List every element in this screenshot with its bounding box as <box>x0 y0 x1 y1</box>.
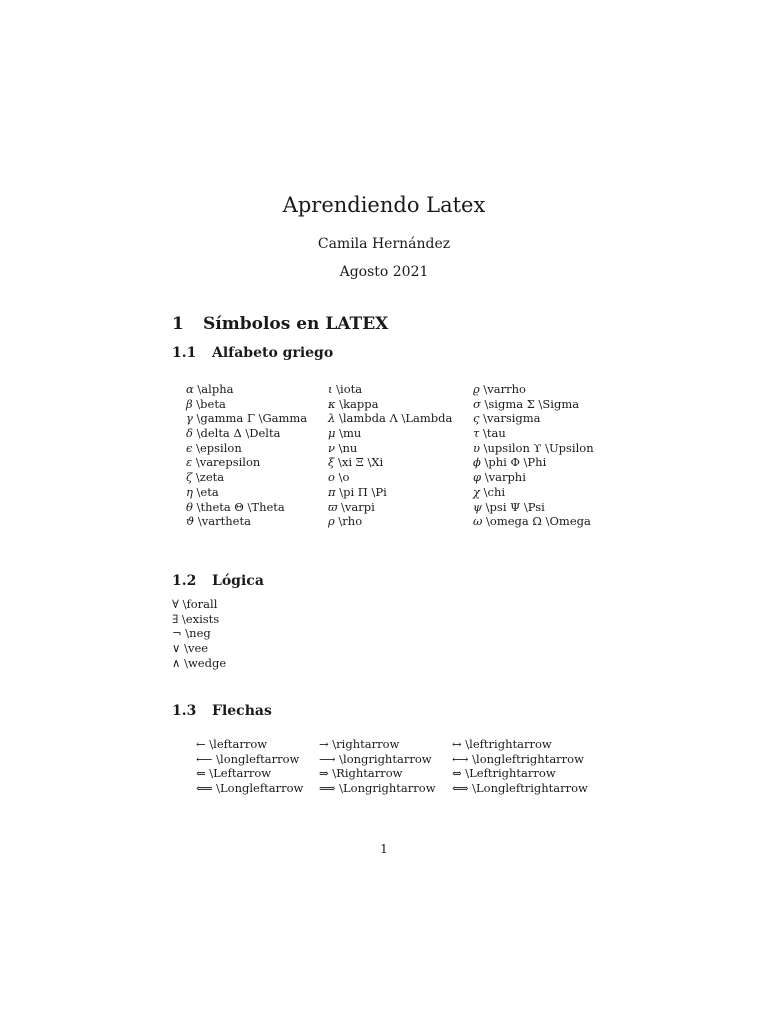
greek-column-3 <box>473 382 594 529</box>
symbol-command: \eta <box>192 484 219 499</box>
symbol-command: \neg <box>181 626 211 641</box>
symbol-command: \tau <box>479 426 506 441</box>
symbol-command: \lambda Λ \Lambda <box>335 411 453 426</box>
symbol-row <box>473 470 594 485</box>
symbol-glyph: χ <box>473 484 480 499</box>
symbol-command: \nu <box>335 440 358 455</box>
symbol-row <box>328 426 452 441</box>
symbol-command: \chi <box>479 484 506 499</box>
symbol-command: \beta <box>192 396 226 411</box>
symbol-row <box>473 382 594 397</box>
arrows-column-2 <box>319 737 436 796</box>
symbol-glyph: η <box>186 484 193 499</box>
arrows-column-3 <box>452 737 588 796</box>
symbol-glyph: ⟷ <box>452 751 469 766</box>
symbol-command: \zeta <box>192 470 225 485</box>
greek-column-2 <box>328 382 452 529</box>
symbol-row <box>196 781 303 796</box>
arrows-column-1 <box>196 737 303 796</box>
symbol-command: \leftarrow <box>205 737 268 751</box>
symbol-row <box>328 500 452 515</box>
symbol-command: \varpi <box>337 499 375 514</box>
symbol-row <box>473 485 594 500</box>
symbol-command: \epsilon <box>192 440 242 455</box>
symbol-command: \Longleftrightarrow <box>468 781 588 796</box>
symbol-glyph: ε <box>186 455 193 470</box>
symbol-row <box>328 411 452 426</box>
subsection-heading <box>172 345 333 361</box>
symbol-row <box>186 411 307 426</box>
symbol-row <box>319 737 436 752</box>
symbol-glyph: υ <box>473 440 480 455</box>
symbol-row <box>452 752 588 767</box>
symbol-row <box>186 470 307 485</box>
symbol-glyph: λ <box>328 411 336 426</box>
symbol-command: \rho <box>334 514 363 529</box>
symbol-row <box>473 426 594 441</box>
symbol-row <box>186 455 307 470</box>
subsection-title: Flechas <box>212 703 272 719</box>
symbol-glyph: ⇒ <box>319 766 329 781</box>
symbol-row <box>196 766 303 781</box>
symbol-row <box>172 626 226 641</box>
symbol-command: \exists <box>178 611 220 626</box>
symbol-glyph: ⟸ <box>196 781 213 796</box>
symbol-row <box>328 382 452 397</box>
symbol-glyph: ⟵ <box>196 751 213 766</box>
symbol-row <box>196 752 303 767</box>
symbol-row <box>196 737 303 752</box>
section-heading <box>172 314 388 334</box>
section-title: Símbolos en LATEX <box>203 314 389 334</box>
symbol-glyph: ∧ <box>172 655 181 670</box>
section-number: 1 <box>172 314 184 334</box>
symbol-command: \varphi <box>481 470 526 485</box>
symbol-glyph: → <box>319 737 329 751</box>
document-author: Camila Hernández <box>317 236 451 252</box>
symbol-glyph: o <box>328 470 335 485</box>
symbol-glyph: ¬ <box>172 626 182 641</box>
symbol-row <box>452 781 588 796</box>
symbol-command: \vee <box>180 641 209 656</box>
symbol-glyph: ξ <box>328 455 335 470</box>
symbol-glyph: ζ <box>186 470 193 485</box>
symbol-row <box>186 382 307 397</box>
symbol-command: \longrightarrow <box>335 751 432 766</box>
symbol-glyph: ⟹ <box>319 781 336 796</box>
symbol-row <box>186 500 307 515</box>
subsection-title: Lógica <box>212 573 264 589</box>
symbol-glyph: ⇔ <box>452 766 462 781</box>
symbol-glyph: ϵ <box>186 440 193 455</box>
symbol-row <box>172 656 226 671</box>
symbol-row <box>328 470 452 485</box>
symbol-command: \psi Ψ \Psi <box>482 499 545 514</box>
symbol-command: \alpha <box>193 382 234 396</box>
subsection-heading <box>172 573 264 589</box>
page-number: 1 <box>380 842 388 856</box>
symbol-row <box>319 781 436 796</box>
symbol-row <box>172 641 226 656</box>
subsection-heading <box>172 703 272 719</box>
symbol-glyph: δ <box>186 426 193 441</box>
symbol-row <box>328 455 452 470</box>
symbol-glyph: τ <box>473 426 480 441</box>
symbol-glyph: γ <box>186 411 193 426</box>
symbol-glyph: θ <box>186 499 193 514</box>
subsection-title: Alfabeto griego <box>212 345 334 361</box>
subsection-number: 1.3 <box>172 703 197 719</box>
symbol-command: \longleftrightarrow <box>468 751 584 766</box>
symbol-row <box>473 397 594 412</box>
symbol-row <box>172 612 226 627</box>
symbol-glyph: ↔ <box>452 737 462 751</box>
symbol-glyph: ϖ <box>328 499 338 514</box>
symbol-command: \gamma Γ \Gamma <box>192 411 308 426</box>
subsection-number: 1.2 <box>172 573 197 589</box>
symbol-command: \Leftrightarrow <box>461 766 556 781</box>
document-title: Aprendiendo Latex <box>282 193 486 217</box>
symbol-command: \Rightarrow <box>328 766 403 781</box>
symbol-glyph: ∨ <box>172 641 181 656</box>
symbol-glyph: σ <box>473 396 481 411</box>
symbol-command: \pi Π \Pi <box>335 484 387 499</box>
symbol-row <box>186 397 307 412</box>
subsection-number: 1.1 <box>172 345 197 361</box>
symbol-command: \Longrightarrow <box>335 781 436 796</box>
document-date: Agosto 2021 <box>339 264 429 280</box>
symbol-command: \longleftarrow <box>212 751 300 766</box>
symbol-row <box>172 597 226 612</box>
symbol-command: \phi Φ \Phi <box>480 455 547 470</box>
symbol-glyph: α <box>186 382 194 396</box>
symbol-command: \varepsilon <box>192 455 261 470</box>
symbol-glyph: κ <box>328 396 336 411</box>
symbol-command: \varrho <box>479 382 526 396</box>
symbol-command: \Leftarrow <box>205 766 272 781</box>
symbol-command: \rightarrow <box>328 737 400 751</box>
symbol-row <box>186 514 307 529</box>
symbol-command: \varsigma <box>479 411 541 426</box>
symbol-row <box>473 411 594 426</box>
symbol-glyph: ϱ <box>473 382 480 396</box>
symbol-glyph: ς <box>473 411 480 426</box>
symbol-row <box>452 737 588 752</box>
symbol-glyph: ∃ <box>172 611 179 626</box>
symbol-glyph: β <box>186 396 193 411</box>
symbol-glyph: ⟺ <box>452 781 469 796</box>
symbol-row <box>473 514 594 529</box>
symbol-row <box>319 752 436 767</box>
symbol-row <box>452 766 588 781</box>
symbol-row <box>328 514 452 529</box>
symbol-row <box>319 766 436 781</box>
symbol-glyph: ← <box>196 737 206 751</box>
symbol-row <box>328 441 452 456</box>
symbol-command: \mu <box>335 426 362 441</box>
symbol-row <box>186 426 307 441</box>
symbol-row <box>186 441 307 456</box>
symbol-row <box>186 485 307 500</box>
symbol-command: \vartheta <box>194 514 251 529</box>
symbol-glyph: ι <box>328 382 333 396</box>
symbol-glyph: ω <box>473 514 483 529</box>
symbol-command: \delta Δ \Delta <box>192 426 281 441</box>
symbol-glyph: ⇐ <box>196 766 206 781</box>
symbol-command: \wedge <box>180 655 227 670</box>
symbol-row <box>328 485 452 500</box>
symbol-glyph: ϕ <box>473 455 481 470</box>
symbol-glyph: ϑ <box>186 514 195 529</box>
symbol-glyph: ψ <box>473 499 483 514</box>
symbol-row <box>473 455 594 470</box>
symbol-row <box>473 441 594 456</box>
symbol-glyph: ∀ <box>172 597 179 611</box>
logic-list <box>172 597 226 670</box>
symbol-glyph: φ <box>473 470 482 485</box>
symbol-command: \theta Θ \Theta <box>192 499 285 514</box>
symbol-command: \xi Ξ \Xi <box>334 455 384 470</box>
symbol-glyph: ⟶ <box>319 751 336 766</box>
symbol-glyph: ν <box>328 440 335 455</box>
symbol-command: \Longleftarrow <box>212 781 304 796</box>
greek-column-1 <box>186 382 307 529</box>
symbol-command: \iota <box>332 382 363 396</box>
symbol-command: \sigma Σ \Sigma <box>480 396 580 411</box>
symbol-command: \omega Ω \Omega <box>482 514 591 529</box>
symbol-command: \kappa <box>335 396 379 411</box>
symbol-glyph: μ <box>328 426 336 441</box>
symbol-command: \forall <box>178 597 218 611</box>
symbol-command: \upsilon ϒ \Upsilon <box>480 440 594 455</box>
symbol-row <box>473 500 594 515</box>
symbol-command: \leftrightarrow <box>461 737 552 751</box>
symbol-command: \o <box>334 470 350 485</box>
symbol-glyph: π <box>328 484 336 499</box>
symbol-glyph: ρ <box>328 514 335 529</box>
symbol-row <box>328 397 452 412</box>
